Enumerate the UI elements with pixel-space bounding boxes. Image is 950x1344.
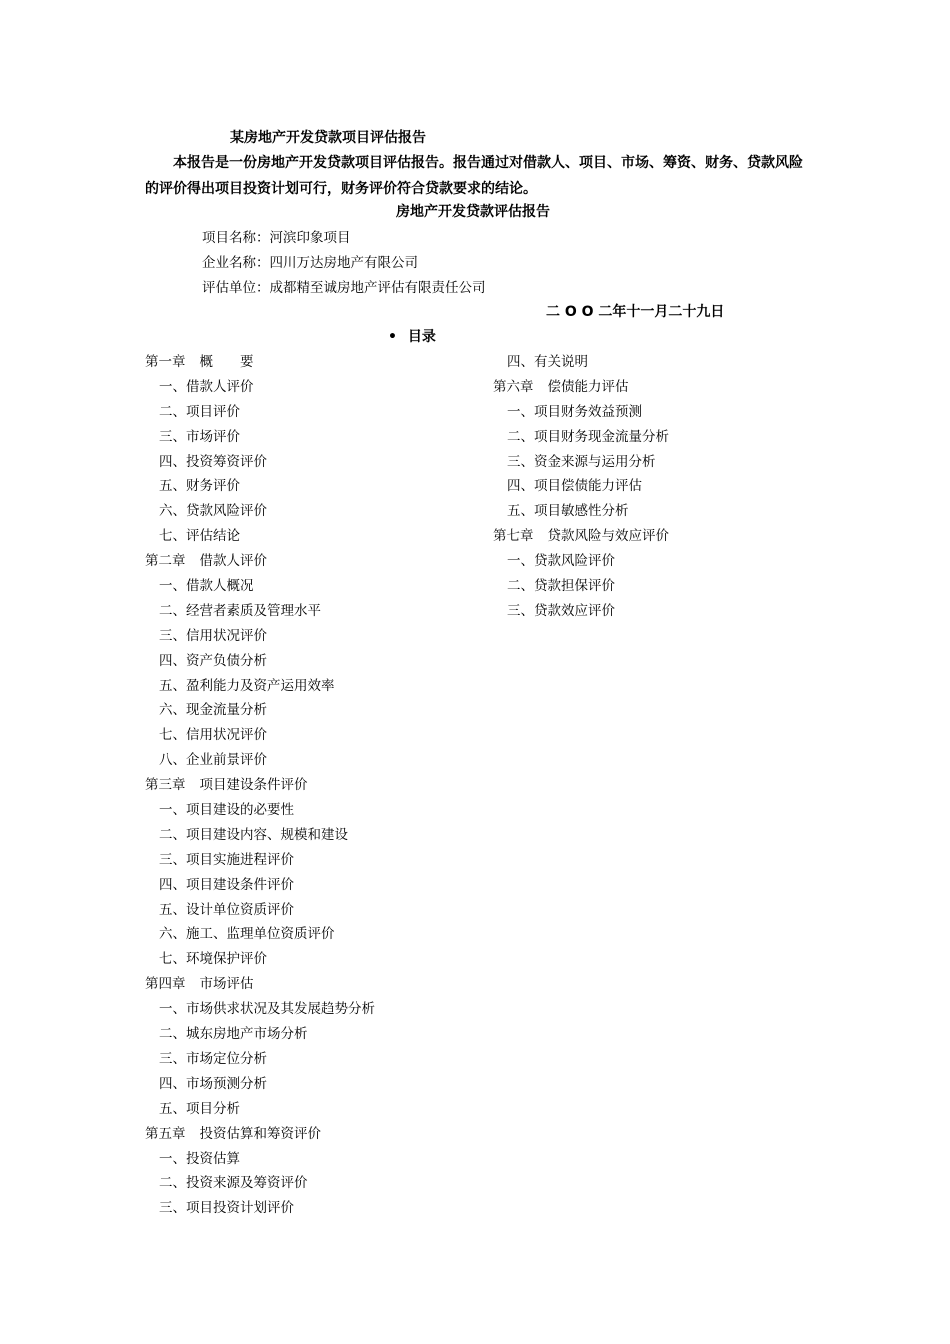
assessment-unit: 评估单位：成都精至诚房地产评估有限责任公司 xyxy=(202,280,486,296)
toc-section: 二、项目财务现金流量分析 xyxy=(507,428,669,445)
chapter-number: 第三章 xyxy=(145,777,186,794)
toc-section: 三、信用状况评价 xyxy=(159,627,267,644)
intro-paragraph: 本报告是一份房地产开发贷款项目评估报告。报告通过对借款人、项目、市场、筹资、财务、贷款风险的评价得出项目投资计划可行，财务评价符合贷款要求的结论。 xyxy=(145,155,803,197)
chapter-title: 投资估算和筹资评价 xyxy=(199,1125,321,1142)
toc-section: 四、有关说明 xyxy=(507,354,588,370)
chapter-number: 第六章 xyxy=(493,378,534,395)
toc-section: 五、财务评价 xyxy=(159,478,240,495)
toc-section: 四、项目建设条件评价 xyxy=(159,876,294,893)
toc-section: 六、现金流量分析 xyxy=(159,702,267,719)
toc-section: 一、借款人概况 xyxy=(159,578,254,595)
toc-section: 二、项目评价 xyxy=(159,403,240,420)
chapter-title: 概 要 xyxy=(199,354,254,370)
toc-chapter xyxy=(145,773,375,798)
toc-section: 四、资产负债分析 xyxy=(159,652,267,669)
toc-section: 二、项目建设内容、规模和建设 xyxy=(159,826,348,843)
toc-section: 七、环境保护评价 xyxy=(159,951,267,968)
toc-chapter xyxy=(493,524,669,549)
toc-section: 二、城东房地产市场分析 xyxy=(159,1026,308,1043)
document-title: 某房地产开发贷款项目评估报告 xyxy=(230,130,426,146)
toc-left-column xyxy=(145,350,375,1221)
toc-section: 五、项目敏感性分析 xyxy=(507,503,629,520)
toc-section: 五、设计单位资质评价 xyxy=(159,901,294,918)
report-date: 二 O O 二年十一月二十九日 xyxy=(546,304,725,320)
toc-chapter xyxy=(145,350,375,375)
toc-chapter xyxy=(145,972,375,997)
toc-section: 七、评估结论 xyxy=(159,528,240,545)
toc-section: 三、项目投资计划评价 xyxy=(159,1200,294,1217)
toc-section: 一、投资估算 xyxy=(159,1150,240,1167)
toc-section: 三、贷款效应评价 xyxy=(507,602,615,619)
toc-section: 二、经营者素质及管理水平 xyxy=(159,602,321,619)
report-title: 房地产开发贷款评估报告 xyxy=(396,204,550,220)
toc-section: 八、企业前景评价 xyxy=(159,752,267,769)
company-name: 企业名称：四川万达房地产有限公司 xyxy=(202,255,418,271)
toc-section: 五、盈利能力及资产运用效率 xyxy=(159,677,335,694)
chapter-number: 第四章 xyxy=(145,976,186,993)
chapter-number: 第五章 xyxy=(145,1125,186,1142)
toc-section: 二、贷款担保评价 xyxy=(507,578,615,595)
toc-section: 四、项目偿债能力评估 xyxy=(507,478,642,495)
toc-section: 一、项目财务效益预测 xyxy=(507,403,642,420)
toc-section: 三、市场定位分析 xyxy=(159,1050,267,1067)
toc-section: 二、投资来源及筹资评价 xyxy=(159,1175,308,1192)
toc-section: 一、借款人评价 xyxy=(159,378,254,395)
chapter-number: 第二章 xyxy=(145,553,186,570)
bullet-icon: • xyxy=(388,329,397,345)
toc-section: 一、市场供求状况及其发展趋势分析 xyxy=(159,1001,375,1018)
chapter-title: 贷款风险与效应评价 xyxy=(547,528,669,545)
toc-chapter xyxy=(493,375,669,400)
toc-section: 三、项目实施进程评价 xyxy=(159,851,294,868)
toc-heading xyxy=(388,327,436,347)
toc-section: 四、投资筹资评价 xyxy=(159,453,267,470)
toc-right-column xyxy=(493,350,669,624)
toc-chapter xyxy=(145,549,375,574)
chapter-title: 偿债能力评估 xyxy=(547,378,629,395)
toc-section: 三、市场评价 xyxy=(159,428,240,445)
toc-section: 六、贷款风险评价 xyxy=(159,503,267,520)
chapter-title: 项目建设条件评价 xyxy=(199,777,308,794)
project-name: 项目名称：河滨印象项目 xyxy=(202,230,351,246)
chapter-number: 第七章 xyxy=(493,528,534,545)
toc-section: 五、项目分析 xyxy=(159,1100,240,1117)
toc-chapter xyxy=(145,1122,375,1147)
toc-section: 六、施工、监理单位资质评价 xyxy=(159,926,335,943)
toc-section: 一、贷款风险评价 xyxy=(507,553,615,570)
chapter-title: 市场评估 xyxy=(199,976,254,993)
toc-section: 四、市场预测分析 xyxy=(159,1075,267,1092)
chapter-number: 第一章 xyxy=(145,354,186,370)
toc-section: 七、信用状况评价 xyxy=(159,727,267,744)
chapter-title: 借款人评价 xyxy=(199,553,267,570)
toc-section: 三、资金来源与运用分析 xyxy=(507,453,656,470)
toc-section: 一、项目建设的必要性 xyxy=(159,802,294,819)
toc-title: 目录 xyxy=(407,329,436,345)
